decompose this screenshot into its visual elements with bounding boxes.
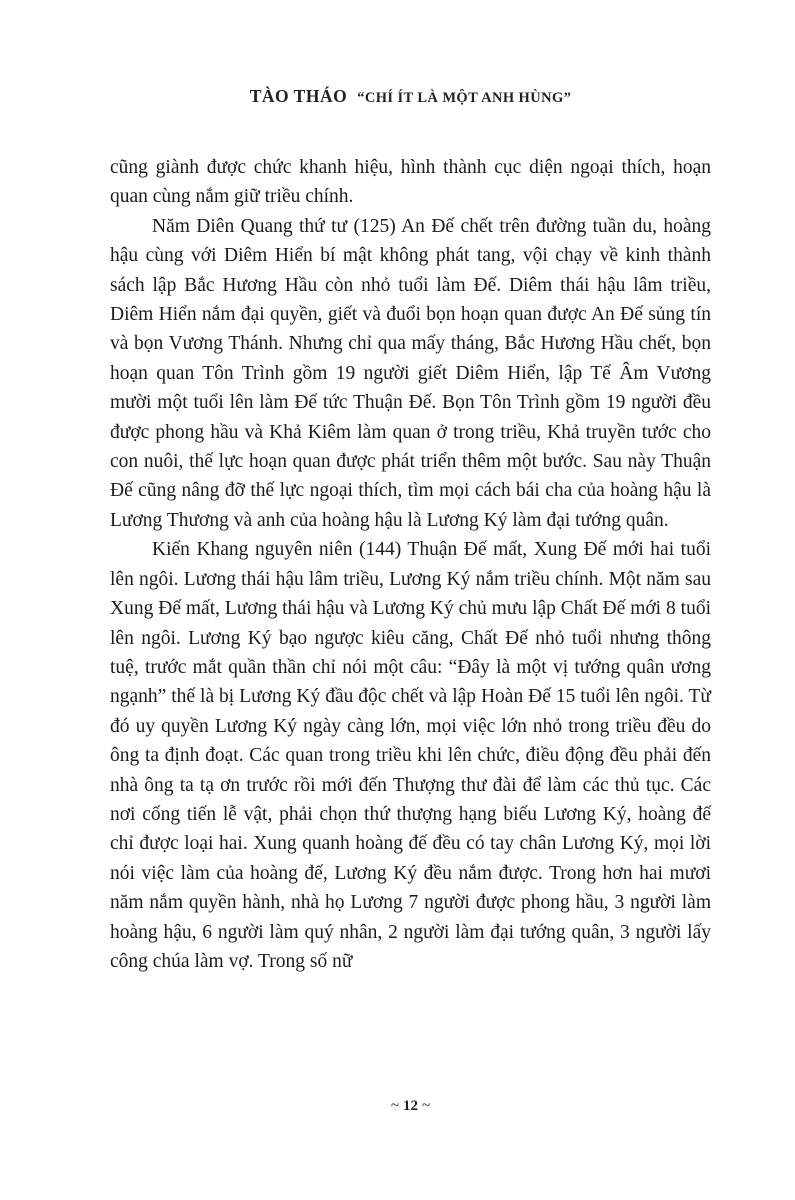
paragraph: Năm Diên Quang thứ tư (125) An Đế chết trên đường tuần du, hoàng hậu cùng với Diêm Hiển bí mật không phát tang, vội chạy về kinh thành sách lập Bắc Hương Hầu còn nhỏ tuổi làm Đế. Diêm thái hậu lâm triều, Diêm Hiển nắm đại quyền, giết và đuổi bọn hoạn quan được An Đế sủng tín và bọn Vương Thánh. Nhưng chỉ qua mấy tháng, Bắc Hương Hầu chết, bọn hoạn quan Tôn Trình gồm 19 người giết Diêm Hiển, lập Tế Âm Vương mười một tuổi lên làm Đế tức Thuận Đế. Bọn Tôn Trình gồm 19 người đều được phong hầu và Khả Kiêm làm quan ở trong triều, Khả truyền tước cho con nuôi, thế lực hoạn quan được phát triển thêm một bước. Sau này Thuận Đế cũng nâng đỡ thế lực ngoại thích, tìm mọi cách bái cha của hoàng hậu là Lương Thương và anh của hoàng hậu là Lương Ký làm đại tướng quân.: [110, 215, 711, 531]
book-subtitle: “CHÍ ÍT LÀ MỘT ANH HÙNG”: [357, 90, 572, 106]
page-number: 12: [403, 1098, 418, 1114]
page-footer: [110, 1098, 711, 1115]
book-title: TÀO THÁO: [249, 86, 348, 106]
paragraph: Kiến Khang nguyên niên (144) Thuận Đế mất, Xung Đế mới hai tuổi lên ngôi. Lương thái hậu lâm triều, Lương Ký nắm triều chính. Một năm sau Xung Đế mất, Lương thái hậu và Lương Ký chủ mưu lập Chất Đế mới 8 tuổi lên ngôi. Lương Ký bạo ngược kiêu căng, Chất Đế nhỏ tuổi nhưng thông tuệ, trước mắt quần thần chỉ nói một câu: “Đây là một vị tướng quân ương ngạnh” thế là bị Lương Ký đầu độc chết và lập Hoàn Đế 15 tuổi lên ngôi. Từ đó uy quyền Lương Ký ngày càng lớn, mọi việc lớn nhỏ trong triều đều do ông ta định đoạt. Các quan trong triều khi lên chức, điều động đều phải đến nhà ông ta tạ ơn trước rồi mới đến Thượng thư đài để làm các thủ tục. Các nơi cống tiến lễ vật, phải chọn thứ thượng hạng biếu Lương Ký, hoàng đế chỉ được loại hai. Xung quanh hoàng đế đều có tay chân Lương Ký, mọi lời nói việc làm của hoàng đế, Lương Ký đều nắm được. Trong hơn hai mươi năm nắm quyền hành, nhà họ Lương 7 người được phong hầu, 3 người làm hoàng hậu, 6 người làm quý nhân, 2 người làm đại tướng quân, 3 người lấy công chúa làm vợ. Trong số nữ: [110, 539, 711, 972]
paragraph-continuation: cũng giành được chức khanh hiệu, hình thành cục diện ngoại thích, hoạn quan cùng nắm giữ triều chính.: [110, 157, 711, 208]
page-body: [110, 153, 711, 976]
page-number-ornament-left: ~: [390, 1098, 399, 1114]
page-number-ornament-right: ~: [422, 1098, 431, 1114]
running-header: [110, 86, 711, 107]
